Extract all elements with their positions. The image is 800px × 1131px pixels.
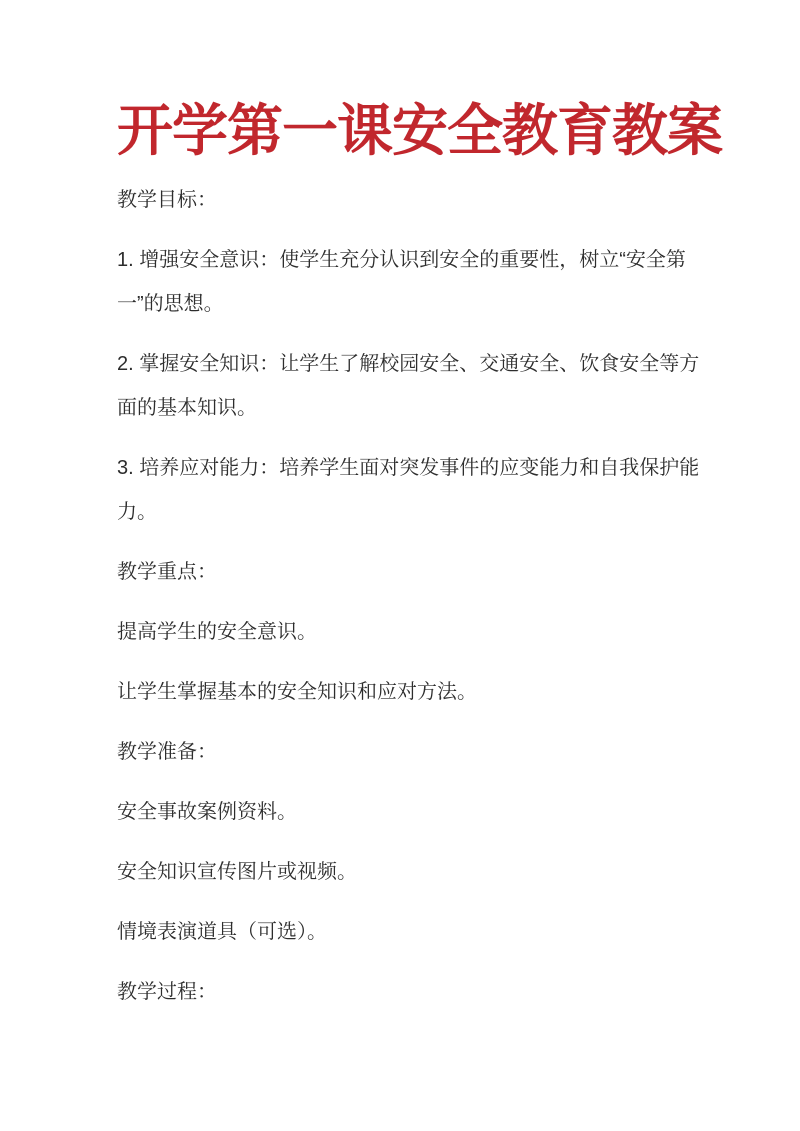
- label-teaching-preparation: [117, 730, 688, 774]
- label-teaching-process: [117, 970, 688, 1014]
- text-line: 一”的思想。: [117, 293, 224, 315]
- label-teaching-focus: [117, 550, 688, 594]
- preparation-item-1: [117, 790, 688, 834]
- goal-item-1: [117, 238, 688, 326]
- page-title: 开学第一课安全教育教案: [117, 99, 722, 162]
- text-line: 面的基本知识。: [117, 397, 257, 419]
- goal-item-3: [117, 446, 700, 534]
- text-line: 安全事故案例资料。: [117, 801, 297, 823]
- text-line: 教学目标：: [117, 189, 217, 211]
- text-line: 3. 培养应对能力：培养学生面对突发事件的应变能力和自我保护能: [117, 457, 700, 479]
- focus-item-1: [117, 610, 688, 654]
- text-line: 提高学生的安全意识。: [117, 621, 317, 643]
- label-teaching-goals: [117, 178, 688, 222]
- text-line: 教学重点：: [117, 561, 217, 583]
- text-line: 力。: [117, 501, 157, 523]
- text-line: 安全知识宣传图片或视频。: [117, 861, 357, 883]
- preparation-item-2: [117, 850, 688, 894]
- focus-item-2: [117, 670, 688, 714]
- text-line: 教学准备：: [117, 741, 217, 763]
- text-line: 教学过程：: [117, 981, 217, 1003]
- goal-item-2: [117, 342, 700, 430]
- text-line: 2. 掌握安全知识：让学生了解校园安全、交通安全、饮食安全等方: [117, 353, 700, 375]
- text-line: 1. 增强安全意识：使学生充分认识到安全的重要性，树立“安全第: [117, 249, 686, 271]
- text-line: 让学生掌握基本的安全知识和应对方法。: [117, 681, 477, 703]
- preparation-item-3: [117, 910, 688, 954]
- text-line: 情境表演道具（可选）。: [117, 921, 327, 943]
